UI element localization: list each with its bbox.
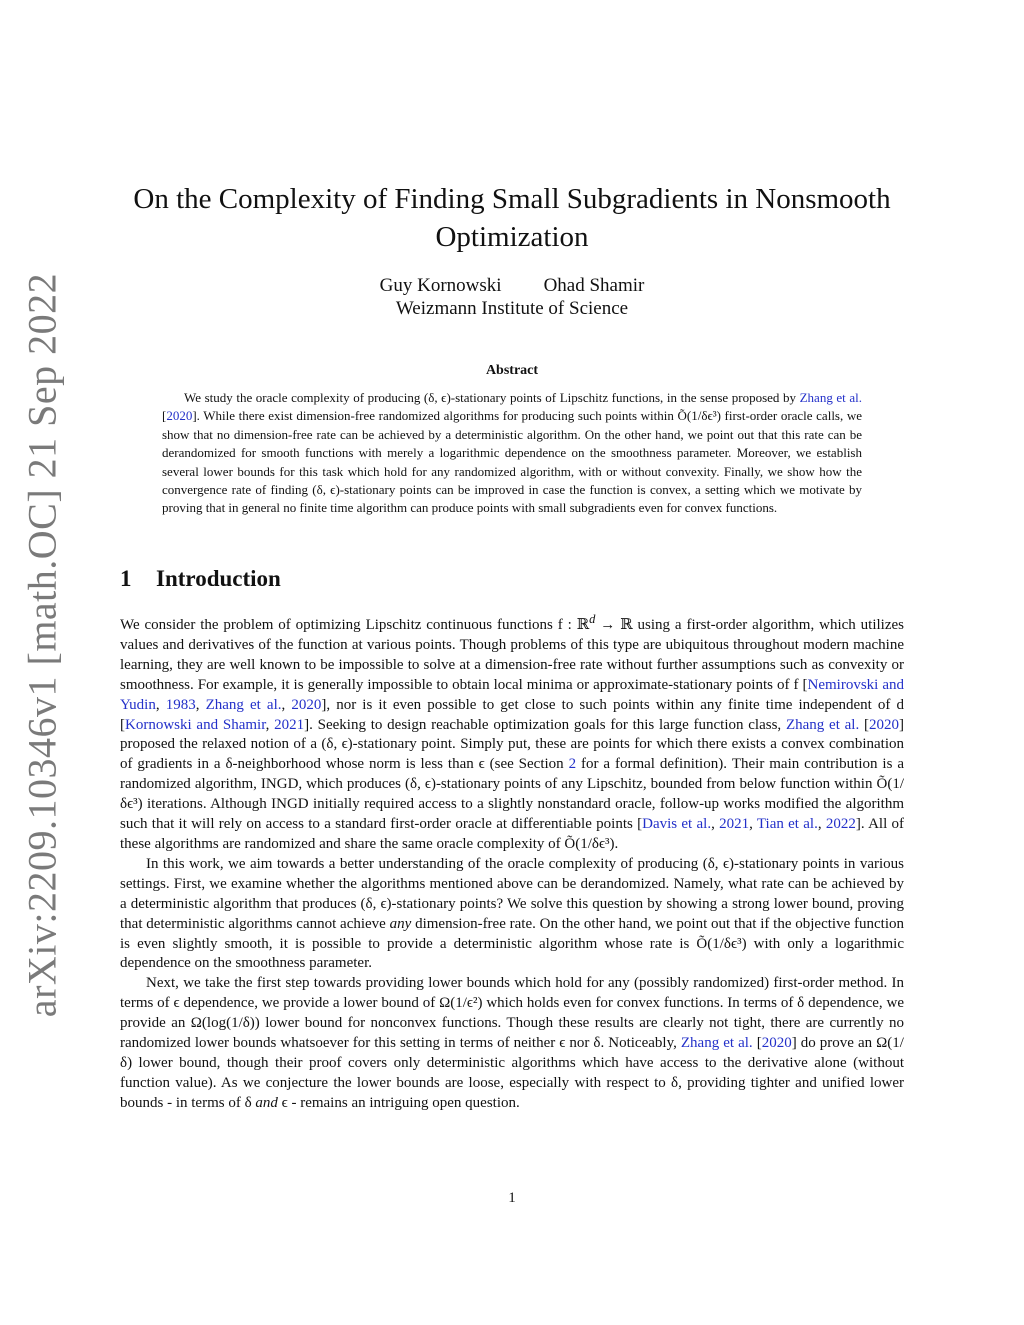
text-run: ] proposed the relaxed notion of a (δ, ϵ)-stationary point. Simply put, these are points for which there exists a convex combination of gradients in a δ-neighborhood whose norm is less than ϵ (see Section <box>120 716 904 773</box>
citation-link[interactable]: 2020 <box>869 716 899 733</box>
citation-link[interactable]: Nemirovski and Yudin <box>120 676 905 713</box>
paragraph <box>120 855 904 974</box>
text-run: , <box>155 696 166 713</box>
page-number: 1 <box>508 1190 516 1206</box>
citation-link[interactable]: 2022 <box>825 816 856 833</box>
text-run: , <box>711 816 720 833</box>
text-run: ]. Seeking to design reachable optimization goals for this large function class, <box>304 716 786 733</box>
section-title: Introduction <box>156 566 281 591</box>
text-run: We consider the problem of optimizing Lipschitz continuous functions f : ℝ <box>120 617 590 633</box>
text-run: ]. All of these algorithms are randomized and share the same oracle complexity of Õ(1/δϵ³). <box>120 816 905 852</box>
text-run: ϵ - remains an intriguing open question. <box>277 1094 520 1111</box>
paragraph <box>120 974 904 1113</box>
citation-link[interactable]: Zhang et al. <box>680 1035 753 1052</box>
text-run: , <box>265 716 275 733</box>
text-run: dimension-free rate. On the other hand, we point out that if the objective function is even slightly smooth, it is possible to provide a deterministic algorithm whose rate is Õ(1/δϵ³) with only a logarithmic dependence on the smoothness parameter. <box>120 915 904 972</box>
citation-link[interactable]: Kornowski and Shamir <box>125 716 266 733</box>
text-run: ], nor is it even possible to get close to such points within any finite time independent of d [ <box>120 696 905 733</box>
citation-link[interactable]: 2021 <box>719 816 750 833</box>
text-run: Next, we take the first step towards providing lower bounds which hold for any (possibly randomized) first-order method. In terms of ϵ dependence, we provide a lower bound of Ω(1/ϵ²) which holds even for convex functions. In terms of δ dependence, we provide an Ω(log(1/δ)) lower bound for nonconvex functions. Though these results are clearly not tight, there are currently no randomized lower bounds whatsoever for this setting in terms of neither ϵ nor δ. Noticeably, <box>120 975 904 1052</box>
citation-link[interactable]: 2020 <box>761 1035 792 1052</box>
text-run: , <box>195 696 206 713</box>
author-name: Ohad Shamir <box>543 275 645 296</box>
citation-link[interactable]: 2020 <box>291 696 322 713</box>
citation-link[interactable]: Davis et al. <box>642 816 712 833</box>
abstract-run: ]. While there exist dimension-free randomized algorithms for producing such points within Õ(1/δϵ³) first-order oracle calls, we show that no dimension-free rate can be achieved by a deterministic algorithm. On the other hand, we point out that this rate can be derandomized for smooth functions with merely a logarithmic dependence on the smoothness parameter. Moreover, we establish several lower bounds for this task which hold for any randomized algorithm, with or without convexity. Finally, we show how the convergence rate of finding (δ, ϵ)-stationary points can be improved in case the function is convex, a setting which we motivate by proving that in general no finite time algorithm can produce points with small subgradients even for convex functions. <box>162 408 862 516</box>
emphasis: and <box>255 1094 278 1111</box>
paper-title <box>0 180 1024 256</box>
abstract-run: [ <box>162 408 167 424</box>
abstract-heading: Abstract <box>485 363 539 378</box>
citation-link[interactable]: Zhang et al. <box>799 390 862 405</box>
text-run: → ℝ using a first-order algorithm, which utilizes values and derivatives of the function at various points. Though problems of this type are ubiquitous throughout modern machine learning, they are well known to be impossible to solve at a dimension-free rate without further assumptions such as convexity or smoothness. For example, it is generally impossible to obtain local minima or approximate-stationary points of f [ <box>120 617 904 693</box>
section-reference-link[interactable]: 2 <box>568 756 577 773</box>
citation-link[interactable]: 2020 <box>166 408 193 424</box>
abstract-text <box>162 389 862 518</box>
author-block <box>0 274 1024 320</box>
citation-link[interactable]: Zhang et al. <box>785 716 860 733</box>
text-run: [ <box>752 1035 762 1052</box>
text-run: ] do prove an Ω(1/δ) lower bound, though their proof covers only deterministic algorithms which have access to the derivative alone (without function value). As we conjecture the lower bounds are loose, especially with respect to δ, providing tighter and unified lower bounds - in terms of δ <box>120 1035 904 1111</box>
citation-link[interactable]: 2021 <box>274 716 305 733</box>
superscript: d <box>589 612 596 626</box>
title-line-2: Optimization <box>435 221 589 253</box>
emphasis: any <box>389 915 412 932</box>
section-number: 1 <box>120 566 132 591</box>
author-affiliation: Weizmann Institute of Science <box>395 298 629 319</box>
text-run: , <box>281 696 292 713</box>
text-run: , <box>817 816 826 833</box>
citation-link[interactable]: 1983 <box>165 696 196 713</box>
text-run: , <box>749 816 757 833</box>
paragraph <box>120 610 904 855</box>
section-heading <box>120 566 281 592</box>
text-run: In this work, we aim towards a better understanding of the oracle complexity of producing (δ, ϵ)-stationary points in various settings. First, we examine whether the algorithms mentioned above can be derandomized. Namely, what rate can be achieved by a deterministic algorithm that produces (δ, ϵ)-stationary points? We solve this question by showing a strong lower bound, proving that deterministic algorithms cannot achieve <box>120 855 904 932</box>
author-names <box>0 274 1024 297</box>
abstract-run: We study the oracle complexity of producing (δ, ϵ)-stationary points of Lipschitz functions, in the sense proposed by <box>184 390 800 405</box>
citation-link[interactable]: Zhang et al. <box>205 696 282 713</box>
title-line-1: On the Complexity of Finding Small Subgradients in Nonsmooth <box>133 183 891 215</box>
text-run: for a formal definition). Their main contribution is a randomized algorithm, INGD, which produces (δ, ϵ)-stationary points of any Lipschitz, bounded from below function within Õ(1/δϵ³) iterations. Although INGD initially required access to a slightly nonstandard oracle, follow-up works modified the algorithm such that it will rely on access to a standard first-order oracle at differentiable points [ <box>120 756 904 833</box>
text-run: [ <box>859 716 869 733</box>
body-text <box>120 610 904 1114</box>
author-name: Guy Kornowski <box>379 275 502 296</box>
arxiv-side-stamp: arXiv:2209.10346v1 [math.OC] 21 Sep 2022 <box>19 272 65 1018</box>
citation-link[interactable]: Tian et al. <box>756 816 818 833</box>
